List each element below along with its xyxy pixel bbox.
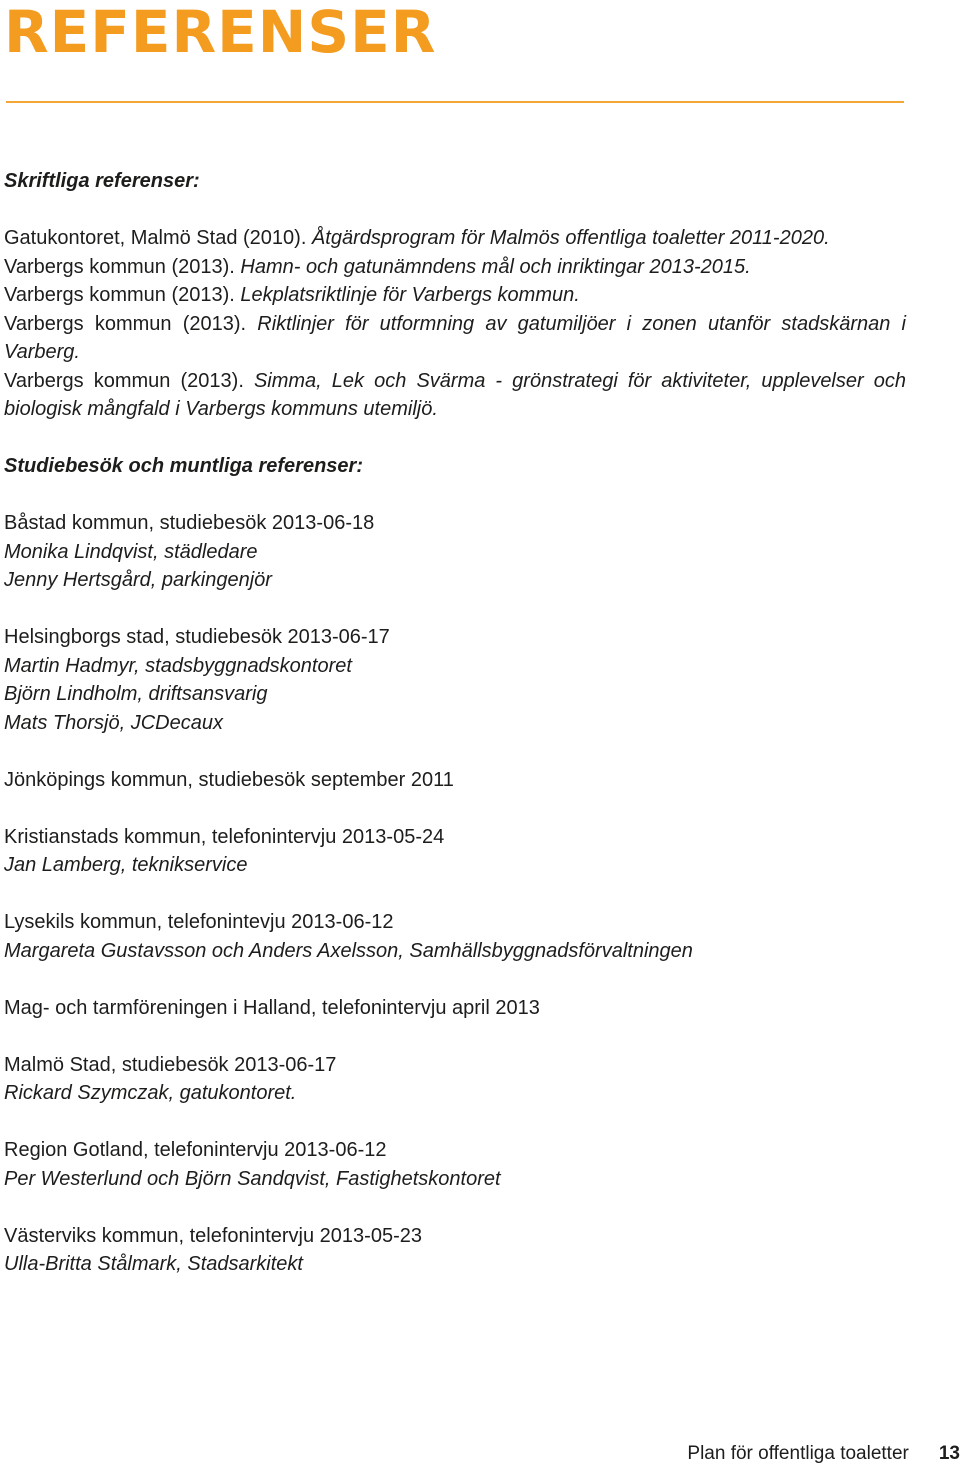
page-title: REFERENSER	[4, 0, 437, 66]
contact-group	[4, 623, 906, 737]
contact-person: Martin Hadmyr, stadsbyggnadskontoret	[4, 654, 352, 677]
visits-heading: Studiebesök och muntliga referenser:	[4, 455, 363, 477]
footer-document-title: Plan för offentliga toaletter	[687, 1443, 909, 1464]
contact-group	[4, 823, 906, 880]
spacer	[4, 1108, 906, 1137]
contact-person: Margareta Gustavsson och Anders Axelsson, Samhällsbyggnadsförvaltningen	[4, 939, 693, 962]
written-references-list	[4, 224, 906, 424]
reference-title: Hamn- och gatunämndens mål och inriktingar 2013-2015.	[240, 255, 751, 278]
contact-group	[4, 994, 906, 1023]
references-content	[4, 167, 906, 1279]
spacer	[4, 1193, 906, 1222]
reference-source: Gatukontoret, Malmö Stad (2010).	[4, 227, 312, 249]
reference-source: Varbergs kommun (2013).	[4, 255, 241, 278]
contact-group	[4, 509, 906, 595]
spacer	[4, 424, 906, 453]
contact-place: Region Gotland, telefonintervju 2013-06-12	[4, 1139, 387, 1161]
spacer	[4, 737, 906, 766]
contact-group	[4, 1051, 906, 1108]
spacer	[4, 595, 906, 624]
spacer	[4, 965, 906, 994]
contact-person: Rickard Szymczak, gatukontoret.	[4, 1082, 297, 1104]
reference-title: Simma, Lek och Svärma - grönstrategi för aktiviteter, upplevelser och biologisk mångfald i Varbergs kommuns utemiljö.	[4, 369, 906, 420]
contact-person: Mats Thorsjö, JCDecaux	[4, 711, 223, 734]
contact-person: Monika Lindqvist, städledare	[4, 540, 258, 563]
written-reference	[4, 310, 906, 367]
contact-person: Per Westerlund och Björn Sandqvist, Fastighetskontoret	[4, 1167, 501, 1190]
reference-title: Riktlinjer för utformning av gatumiljöer i zonen utanför stadskärnan i Varberg.	[4, 312, 906, 363]
contact-place: Jönköpings kommun, studiebesök september 2011	[4, 768, 454, 791]
reference-title: Åtgärdsprogram för Malmös offentliga toaletter 2011-2020.	[311, 227, 830, 249]
contact-place: Mag- och tarmföreningen i Halland, telefonintervju april 2013	[4, 996, 540, 1019]
contact-place: Malmö Stad, studiebesök 2013-06-17	[4, 1053, 337, 1076]
written-reference	[4, 253, 906, 282]
written-reference	[4, 367, 906, 424]
page-number: 13	[938, 1443, 960, 1464]
contact-group	[4, 1136, 906, 1193]
spacer	[4, 196, 906, 225]
contact-person: Jan Lamberg, teknikservice	[4, 854, 248, 876]
written-reference	[4, 224, 906, 253]
contact-group	[4, 766, 906, 795]
reference-title: Lekplatsriktlinje för Varbergs kommun.	[240, 284, 580, 306]
title-divider	[6, 101, 904, 103]
reference-source: Varbergs kommun (2013).	[4, 284, 241, 306]
spacer	[4, 481, 906, 510]
contact-person: Ulla-Britta Stålmark, Stadsarkitekt	[4, 1253, 303, 1275]
written-reference	[4, 281, 906, 310]
contact-person: Jenny Hertsgård, parkingenjör	[4, 569, 272, 591]
contact-group	[4, 908, 906, 965]
spacer	[4, 1022, 906, 1051]
contact-place: Båstad kommun, studiebesök 2013-06-18	[4, 512, 375, 534]
visits-list	[4, 509, 906, 1279]
contact-person: Björn Lindholm, driftsansvarig	[4, 683, 268, 705]
reference-source: Varbergs kommun (2013).	[4, 369, 254, 392]
spacer	[4, 880, 906, 909]
contact-place: Kristianstads kommun, telefonintervju 2013-05-24	[4, 825, 445, 848]
written-references-heading: Skriftliga referenser:	[4, 170, 200, 192]
contact-place: Helsingborgs stad, studiebesök 2013-06-17	[4, 626, 390, 648]
spacer	[4, 794, 906, 823]
reference-source: Varbergs kommun (2013).	[4, 312, 258, 335]
contact-group	[4, 1222, 906, 1279]
contact-place: Lysekils kommun, telefonintevju 2013-06-12	[4, 911, 394, 933]
page-footer	[687, 1440, 960, 1468]
contact-place: Västerviks kommun, telefonintervju 2013-05-23	[4, 1224, 422, 1247]
